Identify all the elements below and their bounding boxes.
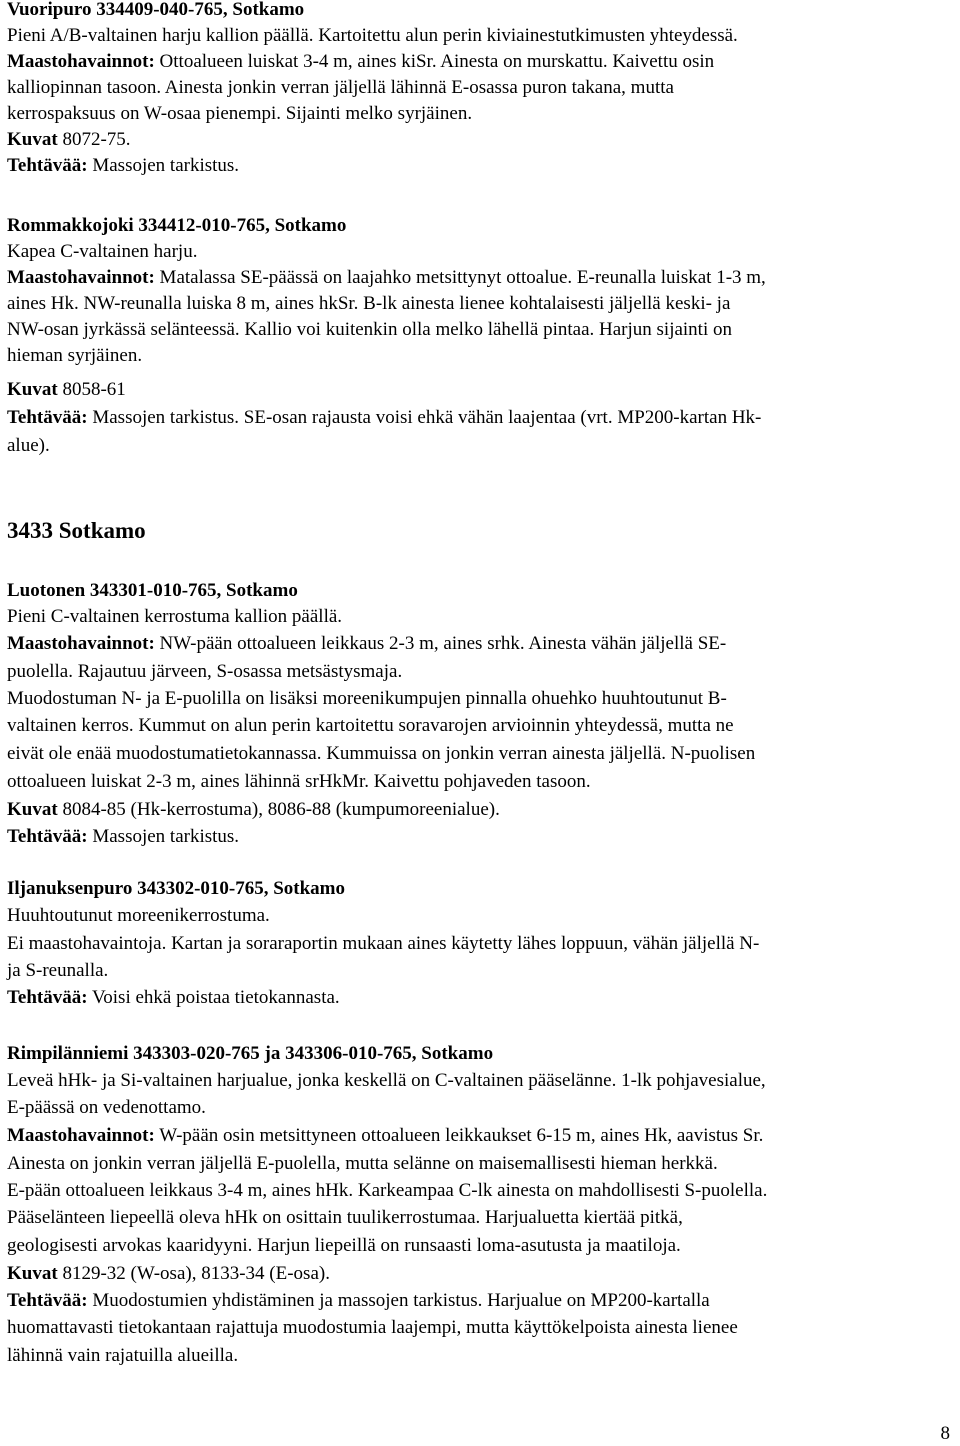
- section-heading: 3433 Sotkamo: [7, 518, 146, 543]
- field-observations-cont: hieman syrjäinen.: [7, 345, 143, 366]
- entry-title: Luotonen 343301-010-765, Sotkamo: [7, 580, 298, 601]
- field-observations-cont: aines Hk. NW-reunalla luiska 8 m, aines hkSr. B-lk ainesta lienee kohtalaisesti jäljellä keski- ja: [7, 293, 731, 314]
- field-observations: Maastohavainnot: NW-pään ottoalueen leikkaus 2-3 m, aines srhk. Ainesta vähän jäljellä SE-: [7, 633, 727, 654]
- entry-description-cont: E-päässä on vedenottamo.: [7, 1097, 206, 1118]
- entry-description: Huuhtoutunut moreenikerrostuma.: [7, 905, 270, 926]
- extra-text: Muodostuman N- ja E-puolilla on lisäksi moreenikumpujen pinnalla ohuehko huuhtoutunut B-: [7, 688, 727, 709]
- entry-description: Pieni C-valtainen kerrostuma kallion päällä.: [7, 606, 343, 627]
- extra-text: ottoalueen luiskat 2-3 m, aines lähinnä srHkMr. Kaivettu pohjaveden tasoon.: [7, 771, 591, 792]
- photos: Kuvat 8129-32 (W-osa), 8133-34 (E-osa).: [7, 1263, 330, 1284]
- entry-title: Rimpilänniemi 343303-020-765 ja 343306-010-765, Sotkamo: [7, 1043, 494, 1064]
- page-number: 8: [940, 1423, 950, 1444]
- extra-text: eivät ole enää muodostumatietokannassa. Kummuissa on jonkin verran ainesta jäljellä. N-puolisen: [7, 743, 756, 764]
- entry-title: Rommakkojoki 334412-010-765, Sotkamo: [7, 215, 347, 236]
- field-observations-cont: E-pään ottoalueen leikkaus 3-4 m, aines hHk. Karkeampaa C-lk ainesta on mahdollisesti S-puolella.: [7, 1180, 768, 1201]
- field-observations: Maastohavainnot: Matalassa SE-päässä on laajahko metsittynyt ottoalue. E-reunalla luiskat 1-3 m,: [7, 267, 766, 288]
- field-observations-cont: ja S-reunalla.: [7, 960, 109, 981]
- field-observations-cont: Pääselänteen liepeellä oleva hHk on osittain tuulikerrostumaa. Harjualuetta kiertää pitkä,: [7, 1207, 683, 1228]
- entry-description: Leveä hHk- ja Si-valtainen harjualue, jonka keskellä on C-valtainen pääselänne. 1-lk pohjavesialue,: [7, 1070, 766, 1091]
- entry-description: Pieni A/B-valtainen harju kallion päällä. Kartoitettu alun perin kiviainestutkimusten yhteydessä.: [7, 25, 738, 46]
- photos: Kuvat 8058-61: [7, 379, 126, 400]
- tasks: Tehtävää: Massojen tarkistus.: [7, 155, 240, 176]
- photos: Kuvat 8084-85 (Hk-kerrostuma), 8086-88 (kumpumoreenialue).: [7, 799, 500, 820]
- entry-title: Vuoripuro 334409-040-765, Sotkamo: [7, 0, 305, 20]
- field-observations-cont: kalliopinnan tasoon. Ainesta jonkin verran jäljellä lähinnä E-osassa puron takana, mutta: [7, 77, 674, 98]
- field-observations-cont: geologisesti arvokas kaaridyyni. Harjun liepeillä on runsaasti loma-asutusta ja maatiloja.: [7, 1235, 681, 1256]
- tasks-cont: huomattavasti tietokantaan rajattuja muodostumia laajempi, mutta käyttökelpoista ainesta lienee: [7, 1317, 738, 1338]
- field-observations: Maastohavainnot: Ottoalueen luiskat 3-4 m, aines kiSr. Ainesta on murskattu. Kaivettu osin: [7, 51, 715, 72]
- entry-description: Kapea C-valtainen harju.: [7, 241, 198, 262]
- field-observations: Maastohavainnot: W-pään osin metsittyneen ottoalueen leikkaukset 6-15 m, aines Hk, aavistus Sr.: [7, 1125, 764, 1146]
- photos: Kuvat 8072-75.: [7, 129, 131, 150]
- field-observations-cont: puolella. Rajautuu järveen, S-osassa metsästysmaja.: [7, 661, 403, 682]
- tasks-cont: lähinnä vain rajatuilla alueilla.: [7, 1345, 239, 1366]
- field-observations-cont: Ainesta on jonkin verran jäljellä E-puolella, mutta selänne on maisemallisesti hieman herkkä.: [7, 1153, 718, 1174]
- field-observations-cont: kerrospaksuus on W-osaa pienempi. Sijainti melko syrjäinen.: [7, 103, 473, 124]
- tasks: Tehtävää: Massojen tarkistus. SE-osan rajausta voisi ehkä vähän laajentaa (vrt. MP200-kartan Hk-: [7, 407, 762, 428]
- field-observations: Ei maastohavaintoja. Kartan ja soraraportin mukaan aines käytetty lähes loppuun, vähän jäljellä N-: [7, 933, 760, 954]
- tasks-cont: alue).: [7, 435, 50, 456]
- entry-title: Iljanuksenpuro 343302-010-765, Sotkamo: [7, 878, 346, 899]
- field-observations-cont: NW-osan jyrkässä selänteessä. Kallio voi kuitenkin olla melko lähellä pintaa. Harjun sijainti on: [7, 319, 732, 340]
- tasks: Tehtävää: Muodostumien yhdistäminen ja massojen tarkistus. Harjualue on MP200-kartalla: [7, 1290, 710, 1311]
- extra-text: valtainen kerros. Kummut on alun perin kartoitettu soravarojen arvioinnin yhteydessä, mutta ne: [7, 715, 734, 736]
- tasks: Tehtävää: Massojen tarkistus.: [7, 826, 240, 847]
- tasks: Tehtävää: Voisi ehkä poistaa tietokannasta.: [7, 987, 340, 1008]
